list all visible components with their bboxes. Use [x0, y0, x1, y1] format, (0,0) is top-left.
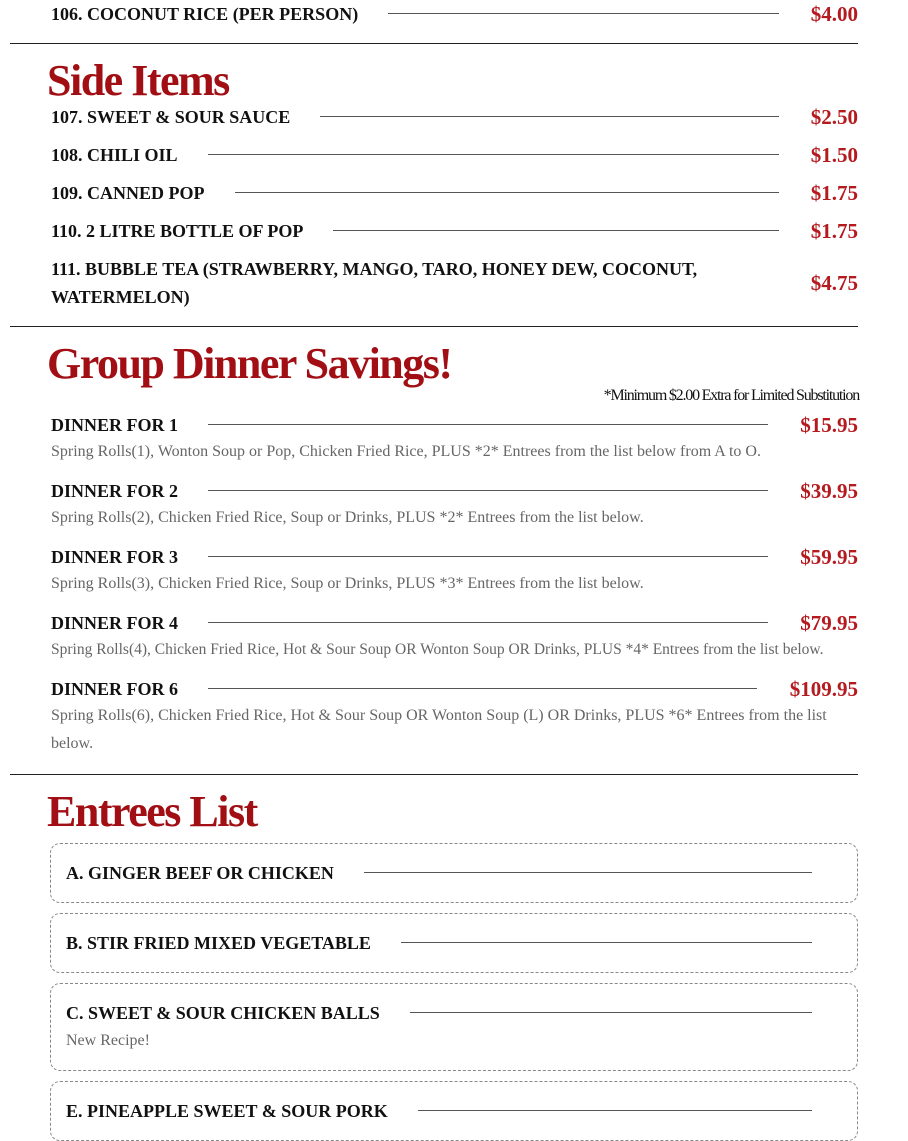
menu-item-price: $4.75: [810, 271, 858, 295]
menu-item-price: $2.50: [810, 105, 858, 129]
menu-item-price: $1.75: [810, 219, 858, 243]
dinner-price: $59.95: [800, 545, 858, 569]
dinner-price: $109.95: [789, 677, 858, 701]
section-title-side-items: Side Items: [47, 56, 229, 105]
menu-item-price: $1.50: [810, 143, 858, 167]
entree-card: [50, 1081, 858, 1141]
menu-item-name: 107. SWEET & SOUR SAUCE: [51, 107, 291, 127]
section-divider: [10, 326, 858, 327]
entree-description: New Recipe!: [66, 1032, 150, 1049]
dinner-description: Spring Rolls(2), Chicken Fried Rice, Soup or Drinks, PLUS *2* Entrees from the list below.: [51, 509, 644, 526]
leader-line: [401, 942, 812, 943]
entree-card: [50, 983, 858, 1071]
dinner-price: $79.95: [800, 611, 858, 635]
dinner-description: Spring Rolls(6), Chicken Fried Rice, Hot & Sour Soup OR Wonton Soup (L) OR Drinks, PLUS *6* Entrees from the list below.: [51, 707, 827, 752]
entree-name: E. PINEAPPLE SWEET & SOUR PORK: [66, 1101, 388, 1121]
entree-name: C. SWEET & SOUR CHICKEN BALLS: [66, 1003, 380, 1023]
leader-line: [333, 230, 779, 231]
dinner-price: $39.95: [800, 479, 858, 503]
section-title-entrees: Entrees List: [47, 787, 257, 836]
dinner-name: DINNER FOR 6: [51, 679, 179, 699]
menu-item-name: 106. COCONUT RICE (PER PERSON): [51, 4, 359, 24]
leader-line: [208, 688, 757, 689]
substitution-note: *Minimum $2.00 Extra for Limited Substitution: [603, 387, 859, 404]
dinner-description: Spring Rolls(1), Wonton Soup or Pop, Chicken Fried Rice, PLUS *2* Entrees from the list below from A to O.: [51, 443, 761, 460]
dinner-name: DINNER FOR 1: [51, 415, 179, 435]
dinner-name: DINNER FOR 3: [51, 547, 179, 567]
leader-line: [418, 1110, 812, 1111]
section-divider: [10, 774, 858, 775]
menu-item-name: 110. 2 LITRE BOTTLE OF POP: [51, 221, 304, 241]
menu-item-name: 111. BUBBLE TEA (STRAWBERRY, MANGO, TARO, HONEY DEW, COCONUT, WATERMELON): [51, 259, 698, 307]
leader-line: [208, 556, 768, 557]
leader-line: [235, 192, 779, 193]
leader-line: [208, 424, 768, 425]
menu-item-name: 109. CANNED POP: [51, 183, 205, 203]
leader-line: [364, 872, 812, 873]
dinner-description: Spring Rolls(4), Chicken Fried Rice, Hot & Sour Soup OR Wonton Soup OR Drinks, PLUS *4* Entrees from the list below.: [51, 641, 824, 658]
leader-line: [410, 1012, 812, 1013]
entree-name: B. STIR FRIED MIXED VEGETABLE: [66, 933, 371, 953]
menu-item-name: 108. CHILI OIL: [51, 145, 178, 165]
dinner-name: DINNER FOR 4: [51, 613, 179, 633]
leader-line: [320, 116, 779, 117]
leader-line: [208, 154, 779, 155]
menu-item-price: $4.00: [810, 2, 858, 26]
dinner-name: DINNER FOR 2: [51, 481, 179, 501]
section-title-group-dinner: Group Dinner Savings!: [47, 339, 452, 388]
leader-line: [208, 490, 768, 491]
entree-card: [50, 913, 858, 973]
entree-card: [50, 843, 858, 903]
dinner-description: Spring Rolls(3), Chicken Fried Rice, Soup or Drinks, PLUS *3* Entrees from the list below.: [51, 575, 644, 592]
leader-line: [388, 13, 779, 14]
menu-item-price: $1.75: [810, 181, 858, 205]
section-divider: [10, 43, 858, 44]
leader-line: [208, 622, 768, 623]
dinner-price: $15.95: [800, 413, 858, 437]
entree-name: A. GINGER BEEF OR CHICKEN: [66, 863, 334, 883]
